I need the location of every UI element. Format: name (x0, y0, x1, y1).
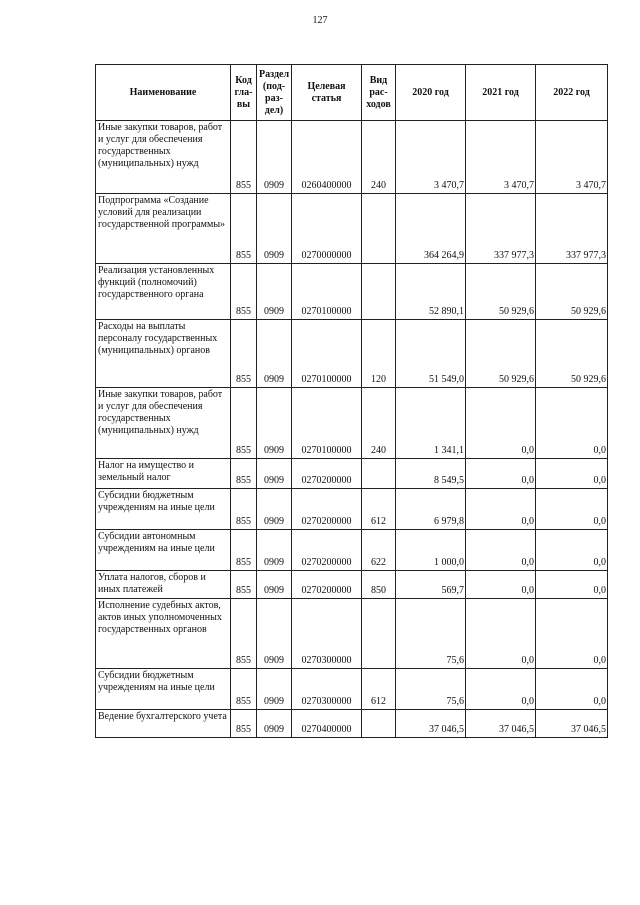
row-target: 0270100000 (292, 388, 362, 459)
row-amount-2022: 0,0 (536, 599, 608, 669)
row-expense-type (362, 264, 396, 320)
row-section: 0909 (257, 194, 292, 264)
header-year-2022: 2022 год (536, 65, 608, 121)
page-number: 127 (312, 15, 328, 26)
row-amount-2020: 569,7 (396, 571, 466, 599)
row-section: 0909 (257, 320, 292, 388)
header-year-2020: 2020 год (396, 65, 466, 121)
table-row (96, 669, 608, 710)
row-amount-2022: 0,0 (536, 489, 608, 530)
row-chapter: 855 (231, 194, 257, 264)
header-expense-type: Вид рас-ходов (362, 65, 396, 121)
row-section: 0909 (257, 388, 292, 459)
row-amount-2020: 1 000,0 (396, 530, 466, 571)
row-amount-2022: 0,0 (536, 459, 608, 489)
row-amount-2020: 6 979,8 (396, 489, 466, 530)
row-chapter: 855 (231, 530, 257, 571)
row-amount-2021: 337 977,3 (466, 194, 536, 264)
row-expense-type: 612 (362, 489, 396, 530)
row-section: 0909 (257, 489, 292, 530)
table-row (96, 599, 608, 669)
row-amount-2020: 8 549,5 (396, 459, 466, 489)
table-row (96, 530, 608, 571)
row-section: 0909 (257, 530, 292, 571)
row-expense-type: 120 (362, 320, 396, 388)
row-expense-type: 240 (362, 388, 396, 459)
row-name: Уплата налогов, сборов и иных платежей (96, 571, 231, 599)
row-name: Налог на имущество и земельный налог (96, 459, 231, 489)
header-section: Раздел (под-раз-дел) (257, 65, 292, 121)
header-chapter-code: Код гла-вы (231, 65, 257, 121)
table-row (96, 459, 608, 489)
header-target-article: Целевая статья (292, 65, 362, 121)
row-name: Иные закупки товаров, работ и услуг для обеспечения государственных (муниципальных) нужд (96, 388, 231, 459)
row-amount-2021: 0,0 (466, 489, 536, 530)
row-section: 0909 (257, 571, 292, 599)
row-section: 0909 (257, 599, 292, 669)
row-target: 0270100000 (292, 320, 362, 388)
row-chapter: 855 (231, 669, 257, 710)
row-amount-2021: 0,0 (466, 530, 536, 571)
row-name: Субсидии бюджетным учреждениям на иные цели (96, 489, 231, 530)
row-name: Расходы на выплаты персоналу государственных (муниципальных) органов (96, 320, 231, 388)
row-expense-type (362, 459, 396, 489)
row-amount-2020: 75,6 (396, 599, 466, 669)
row-expense-type: 850 (362, 571, 396, 599)
row-name: Иные закупки товаров, работ и услуг для обеспечения государственных (муниципальных) нужд (96, 121, 231, 194)
row-target: 0270300000 (292, 599, 362, 669)
row-amount-2021: 0,0 (466, 459, 536, 489)
row-amount-2022: 0,0 (536, 388, 608, 459)
table-row (96, 388, 608, 459)
row-amount-2022: 3 470,7 (536, 121, 608, 194)
row-target: 0270300000 (292, 669, 362, 710)
row-section: 0909 (257, 121, 292, 194)
table-row (96, 710, 608, 738)
row-amount-2020: 75,6 (396, 669, 466, 710)
row-section: 0909 (257, 264, 292, 320)
table-row (96, 489, 608, 530)
table-header-row (96, 65, 608, 121)
row-amount-2022: 50 929,6 (536, 264, 608, 320)
row-name: Субсидии бюджетным учреждениям на иные цели (96, 669, 231, 710)
row-expense-type: 612 (362, 669, 396, 710)
row-amount-2021: 0,0 (466, 388, 536, 459)
header-year-2021: 2021 год (466, 65, 536, 121)
row-target: 0270200000 (292, 489, 362, 530)
row-name: Подпрограмма «Создание условий для реализации государственной программы» (96, 194, 231, 264)
row-target: 0260400000 (292, 121, 362, 194)
row-target: 0270000000 (292, 194, 362, 264)
row-chapter: 855 (231, 264, 257, 320)
row-expense-type (362, 599, 396, 669)
table-row (96, 121, 608, 194)
row-section: 0909 (257, 669, 292, 710)
row-target: 0270200000 (292, 459, 362, 489)
row-amount-2022: 50 929,6 (536, 320, 608, 388)
row-amount-2020: 52 890,1 (396, 264, 466, 320)
row-chapter: 855 (231, 459, 257, 489)
row-amount-2022: 0,0 (536, 530, 608, 571)
row-amount-2022: 0,0 (536, 571, 608, 599)
row-section: 0909 (257, 710, 292, 738)
row-amount-2021: 50 929,6 (466, 264, 536, 320)
table-row (96, 320, 608, 388)
row-amount-2020: 37 046,5 (396, 710, 466, 738)
row-amount-2021: 50 929,6 (466, 320, 536, 388)
row-target: 0270200000 (292, 571, 362, 599)
row-expense-type (362, 710, 396, 738)
row-target: 0270100000 (292, 264, 362, 320)
row-expense-type: 240 (362, 121, 396, 194)
row-chapter: 855 (231, 320, 257, 388)
row-chapter: 855 (231, 121, 257, 194)
row-chapter: 855 (231, 710, 257, 738)
row-target: 0270400000 (292, 710, 362, 738)
row-section: 0909 (257, 459, 292, 489)
row-amount-2022: 337 977,3 (536, 194, 608, 264)
row-chapter: 855 (231, 489, 257, 530)
table-row (96, 571, 608, 599)
row-amount-2021: 0,0 (466, 571, 536, 599)
row-amount-2022: 0,0 (536, 669, 608, 710)
row-chapter: 855 (231, 571, 257, 599)
row-amount-2020: 51 549,0 (396, 320, 466, 388)
row-amount-2022: 37 046,5 (536, 710, 608, 738)
table-row (96, 194, 608, 264)
row-amount-2021: 37 046,5 (466, 710, 536, 738)
row-amount-2020: 364 264,9 (396, 194, 466, 264)
row-amount-2021: 0,0 (466, 669, 536, 710)
row-expense-type: 622 (362, 530, 396, 571)
row-expense-type (362, 194, 396, 264)
row-chapter: 855 (231, 599, 257, 669)
row-amount-2021: 3 470,7 (466, 121, 536, 194)
header-name: Наименование (96, 65, 231, 121)
table-row (96, 264, 608, 320)
row-target: 0270200000 (292, 530, 362, 571)
row-chapter: 855 (231, 388, 257, 459)
budget-table (95, 64, 608, 738)
row-amount-2020: 3 470,7 (396, 121, 466, 194)
row-amount-2020: 1 341,1 (396, 388, 466, 459)
row-name: Исполнение судебных актов, актов иных уполномоченных государственных органов (96, 599, 231, 669)
row-name: Реализация установленных функций (полномочий) государственного органа (96, 264, 231, 320)
row-name: Ведение бухгалтерского учета (96, 710, 231, 738)
row-name: Субсидии автономным учреждениям на иные цели (96, 530, 231, 571)
row-amount-2021: 0,0 (466, 599, 536, 669)
